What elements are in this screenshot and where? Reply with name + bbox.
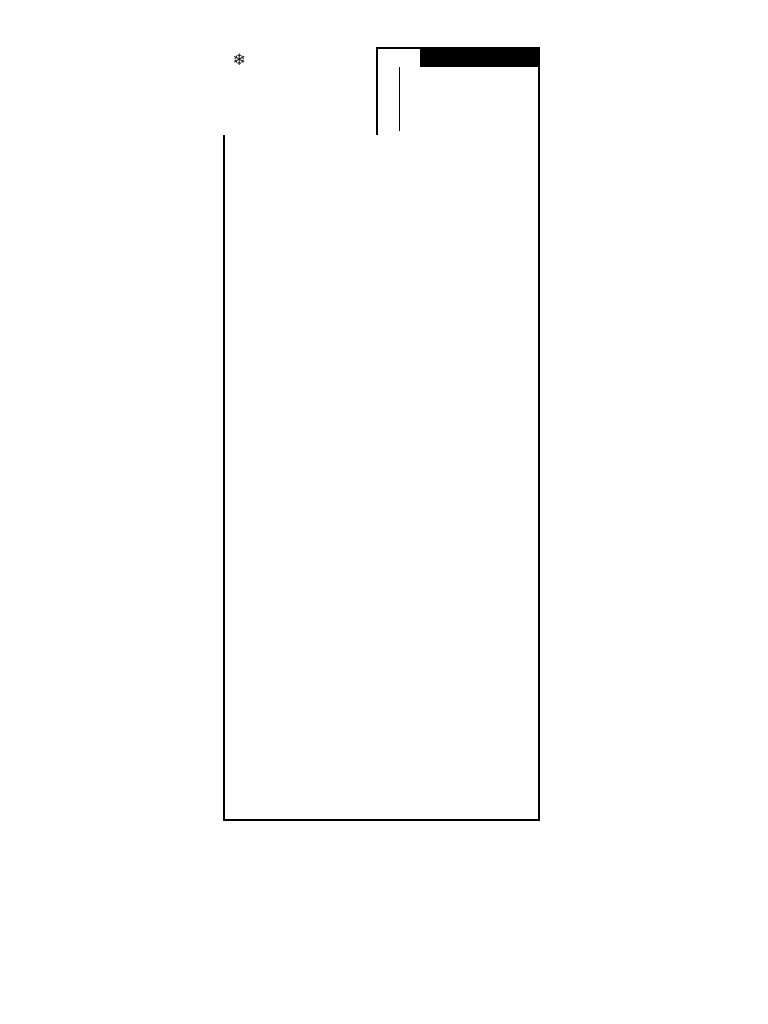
brand-logo bbox=[226, 50, 366, 92]
family-members-header bbox=[420, 47, 540, 67]
snowflake-icon: ❄ bbox=[232, 52, 246, 69]
day-header-3-4 bbox=[378, 67, 398, 131]
checklist-border bbox=[223, 135, 540, 821]
day-header-5-7 bbox=[399, 67, 420, 131]
